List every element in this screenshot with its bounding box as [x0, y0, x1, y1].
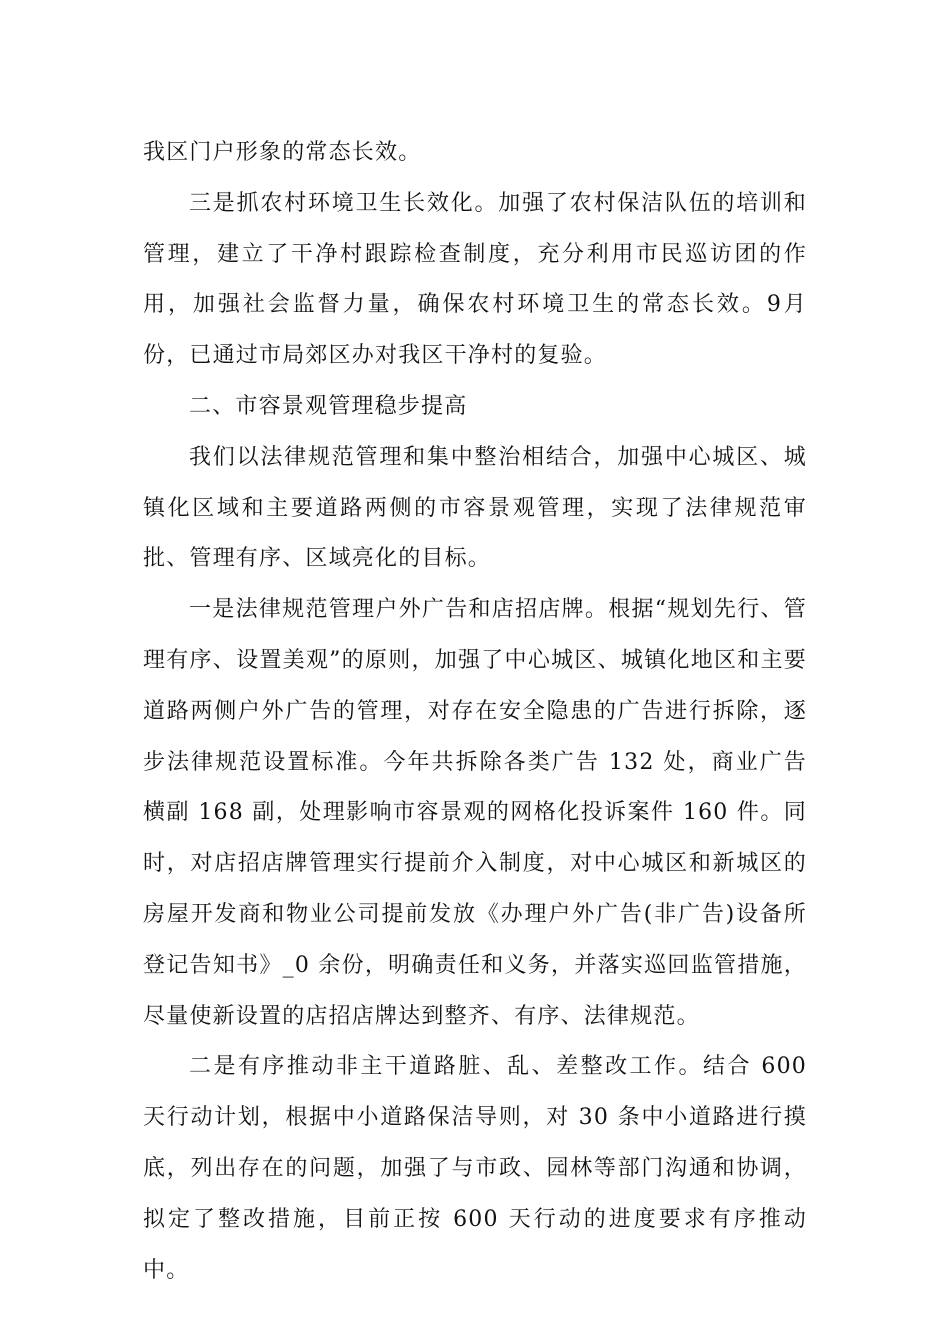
paragraph-cityscape-intro: 我们以法律规范管理和集中整治相结合，加强中心城区、城镇化区域和主要道路两侧的市容景观管理，实现了法律规范审批、管理有序、区域亮化的目标。 — [143, 444, 807, 572]
paragraph-secondary-roads: 二是有序推动非主干道路脏、乱、差整改工作。结合 600 天行动计划，根据中小道路保洁导则，对 30 条中小道路进行摸底，列出存在的问题，加强了与市政、园林等部门沟通和协调，拟定了整改措施，目前正按 600 天行动的进度要求有序推动中。 — [143, 1054, 807, 1283]
paragraph-rural-sanitation: 三是抓农村环境卫生长效化。加强了农村保洁队伍的培训和管理，建立了干净村跟踪检查制度，充分利用市民巡访团的作用，加强社会监督力量，确保农村环境卫生的常态长效。9月份，已通过市局郊区办对我区干净村的复验。 — [143, 190, 807, 369]
paragraph-outdoor-ads: 一是法律规范管理户外广告和店招店牌。根据“规划先行、管理有序、设置美观”的原则，加强了中心城区、城镇化地区和主要道路两侧户外广告的管理，对存在安全隐患的广告进行拆除，逐步法律规范设置标准。今年共拆除各类广告 132 处，商业广告横副 168 副，处理影响市容景观的网格化投诉案件 160 件。同时，对店招店牌管理实行提前介入制度，对中心城区和新城区的房屋开发商和物业公司提前发放《办理户外广告(非广告)设备所登记告知书》_0 余份，明确责任和义务，并落实巡回监管措施，尽量使新设置的店招店牌达到整齐、有序、法律规范。 — [143, 597, 807, 1029]
paragraph-continuation: 我区门户形象的常态长效。 — [143, 140, 422, 165]
document-body — [143, 128, 807, 1296]
section-heading-cityscape: 二、市容景观管理稳步提高 — [189, 393, 468, 419]
